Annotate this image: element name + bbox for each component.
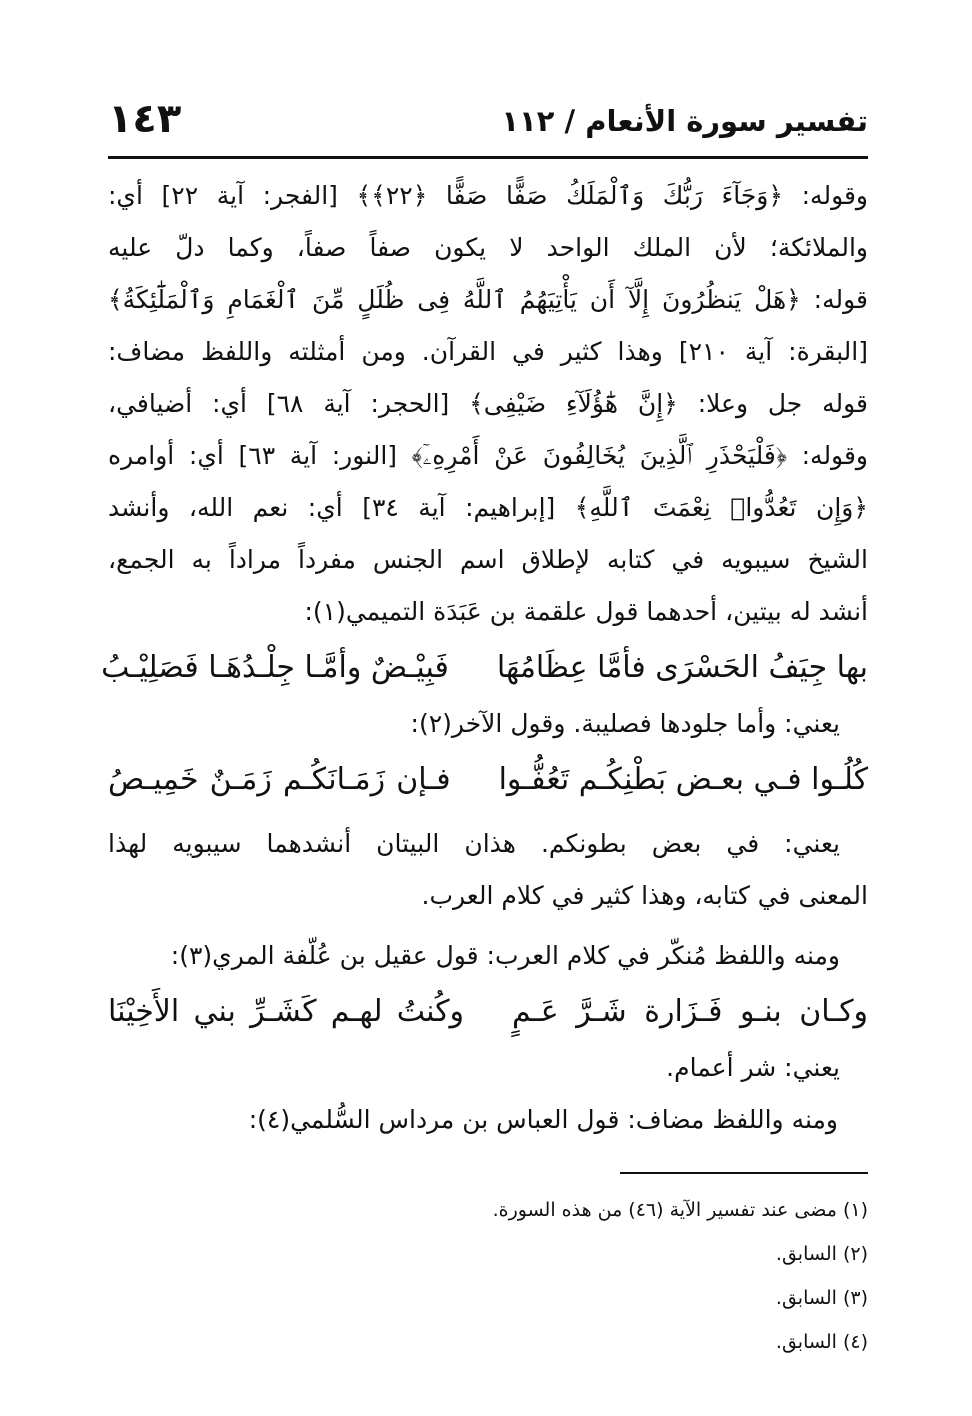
- text-line: قوله: ﴿هَلْ يَنظُرُونَ إِلَّآ أَن يَأْتِيَهُمُ ٱللَّهُ فِى ظُلَلٍ مِّنَ ٱلْغَمَامِ وَٱلْمَلَٰٓئِكَةُ﴾: [108, 285, 868, 314]
- text-line: ومنه واللفظ مضاف: قول العباس بن مرداس السُّلمي(٤):: [248, 1105, 838, 1134]
- footnote-item: (٣) السابق.: [775, 1287, 868, 1309]
- footnote-item: (٢) السابق.: [775, 1243, 868, 1265]
- poetry-verse: [108, 750, 868, 810]
- verse-second-hemistich: وكُنتُ لهـم كَشَـرِّ بني الأَخِيْنَا: [108, 994, 464, 1029]
- text-line: وقوله: ﴿وَجَآءَ رَبُّكَ وَٱلْمَلَكُ صَفًّا صَفًّا ﴿٢٢﴾﴾ [الفجر: آية ٢٢] أي:: [108, 181, 868, 210]
- text-line: [البقرة: آية ٢١٠] وهذا كثير في القرآن. ومن أمثلته واللفظ مضاف:: [108, 337, 868, 366]
- header-rule: [108, 156, 868, 159]
- verse-first-hemistich: بها جِيَفُ الحَسْرَى فأمَّا عِظَامُهَا: [496, 650, 868, 685]
- text-line: المعنى في كتابه، وهذا كثير في كلام العرب.: [421, 881, 868, 910]
- footnotes: [108, 1188, 868, 1364]
- verse-first-hemistich: كُلُـوا فـي بعـض بَطْنِكُـم تَعُفُّـوا: [498, 762, 868, 797]
- poetry-verse: [108, 982, 868, 1042]
- text-line: وقوله: ﴿فَلْيَحْذَرِ ٱلَّذِينَ يُخَالِفُونَ عَنْ أَمْرِهِۦٓ﴾ [النور: آية ٦٣] أي: أوامره: [108, 441, 868, 470]
- page-number: ١٤٣: [108, 96, 182, 142]
- running-title: تفسير سورة الأنعام / ١١٢: [501, 104, 868, 138]
- page-header: [108, 96, 868, 152]
- footnote-item: (٤) السابق.: [775, 1331, 868, 1353]
- text-line: يعني: وأما جلودها فصليبة. وقول الآخر(٢):: [410, 709, 840, 738]
- text-line: يعني: شر أعمام.: [666, 1053, 840, 1082]
- text-line: ﴿وَإِن تَعُدُّوا۟ نِعْمَتَ ٱللَّهِ﴾ [إبراهيم: آية ٣٤] أي: نعم الله، وأنشد: [108, 493, 868, 522]
- verse-first-hemistich: وكـان بنـو فَـزَارة شَـرَّ عَـمٍ: [512, 994, 868, 1029]
- verse-second-hemistich: فـإن زَمَـانَكُـم زَمَـنٌ خَمِيـصُ: [108, 762, 451, 797]
- text-line: والملائكة؛ لأن الملك الواحد لا يكون صفاً صفاً، وكما دلّ عليه: [108, 233, 868, 262]
- main-text: [101, 170, 868, 1146]
- text-line: أنشد له بيتين، أحدهما قول علقمة بن عَبَدَة التميمي(١):: [304, 597, 868, 626]
- text-line: قوله جل وعلا: ﴿إِنَّ هَٰٓؤُلَآءِ ضَيْفِى﴾ [الحجر: آية ٦٨] أي: أضيافي،: [108, 389, 868, 418]
- text-line: ومنه واللفظ مُنكّر في كلام العرب: قول عقيل بن عُلّفة المري(٣):: [170, 941, 840, 970]
- footnote-separator: [620, 1172, 868, 1174]
- text-line: الشيخ سيبويه في كتابه لإطلاق اسم الجنس مفرداً مراداً به الجمع،: [108, 545, 868, 574]
- footnote-item: (١) مضى عند تفسير الآية (٤٦) من هذه السورة.: [492, 1199, 868, 1221]
- text-line: يعني: في بعض بطونكم. هذان البيتان أنشدهما سيبويه لهذا: [108, 829, 840, 858]
- verse-second-hemistich: فَبِيْـضٌ وأمَّـا جِلْـدُهَـا فَصَلِيْـبُ: [101, 650, 449, 685]
- poetry-verse: [101, 638, 868, 698]
